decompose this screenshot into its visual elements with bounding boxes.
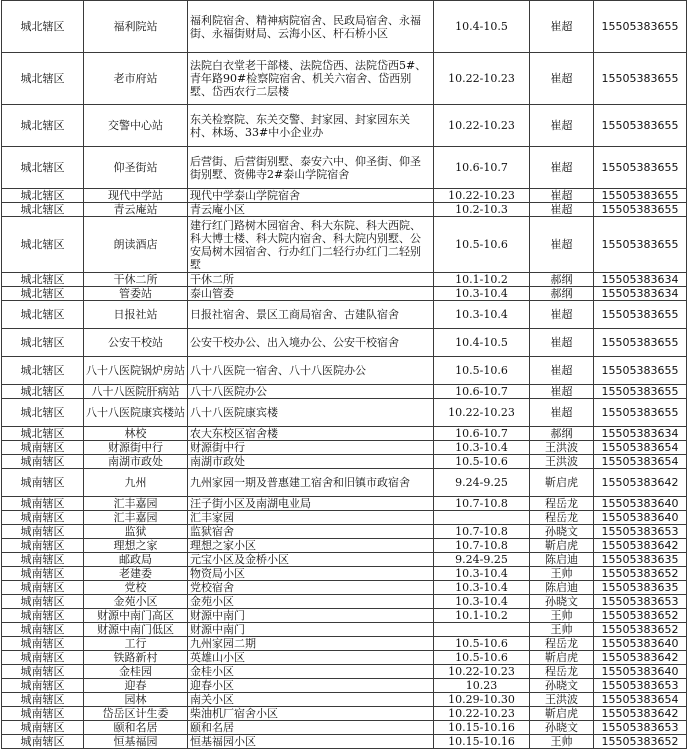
table-row: [2, 679, 687, 693]
phone-cell: 15505383655: [594, 399, 687, 427]
table-row: [2, 427, 687, 441]
site-cell: 干休二所: [84, 273, 188, 287]
units-cell: 九州家园二期: [188, 637, 434, 651]
table-row: [2, 595, 687, 609]
contact-person-cell: 郝纲: [530, 287, 594, 301]
district-cell: 城南辖区: [2, 539, 84, 553]
phone-cell: 15505383640: [594, 511, 687, 525]
site-cell: 金苑小区: [84, 595, 188, 609]
site-cell: 监狱: [84, 525, 188, 539]
date-range-cell: 9.24-9.25: [434, 553, 530, 567]
district-cell: 城南辖区: [2, 609, 84, 623]
units-cell: 物资局小区: [188, 567, 434, 581]
district-cell: 城南辖区: [2, 581, 84, 595]
contact-person-cell: 崔超: [530, 329, 594, 357]
site-cell: 党校: [84, 581, 188, 595]
units-cell: 元宝小区及金桥小区: [188, 553, 434, 567]
units-cell: 颐和名居: [188, 721, 434, 735]
date-range-cell: [434, 623, 530, 637]
units-cell: 财源中南门: [188, 623, 434, 637]
table-row: [2, 581, 687, 595]
date-range-cell: 10.1-10.2: [434, 273, 530, 287]
table-row: [2, 329, 687, 357]
table-body: [2, 1, 687, 749]
date-range-cell: 10.23: [434, 679, 530, 693]
date-range-cell: 10.5-10.6: [434, 455, 530, 469]
site-cell: 八十八医院锅炉房站: [84, 357, 188, 385]
district-cell: 城北辖区: [2, 357, 84, 385]
site-cell: 汇丰嘉园: [84, 497, 188, 511]
site-cell: 管委站: [84, 287, 188, 301]
district-cell: 城南辖区: [2, 455, 84, 469]
district-cell: 城南辖区: [2, 693, 84, 707]
phone-cell: 15505383655: [594, 203, 687, 217]
units-cell: 英雄山小区: [188, 651, 434, 665]
site-cell: 南湖市政处: [84, 455, 188, 469]
units-cell: 理想之家小区: [188, 539, 434, 553]
units-cell: 迎春小区: [188, 679, 434, 693]
date-range-cell: 10.4-10.5: [434, 329, 530, 357]
district-cell: 城北辖区: [2, 217, 84, 273]
district-cell: 城北辖区: [2, 203, 84, 217]
date-range-cell: 10.29-10.30: [434, 693, 530, 707]
date-range-cell: 10.5-10.6: [434, 217, 530, 273]
district-cell: 城南辖区: [2, 497, 84, 511]
district-cell: 城北辖区: [2, 1, 84, 53]
contact-person-cell: 孙晓文: [530, 679, 594, 693]
district-cell: 城北辖区: [2, 273, 84, 287]
district-cell: 城南辖区: [2, 595, 84, 609]
phone-cell: 15505383655: [594, 329, 687, 357]
district-cell: 城南辖区: [2, 665, 84, 679]
district-cell: 城北辖区: [2, 105, 84, 147]
contact-person-cell: 程岳龙: [530, 497, 594, 511]
units-cell: 八十八医院一宿舍、八十八医院办公: [188, 357, 434, 385]
contact-person-cell: 靳启虎: [530, 651, 594, 665]
phone-cell: 15505383654: [594, 441, 687, 455]
district-cell: 城南辖区: [2, 525, 84, 539]
phone-cell: 15505383653: [594, 525, 687, 539]
table-row: [2, 525, 687, 539]
units-cell: 汪子街小区及南湖电业局: [188, 497, 434, 511]
site-cell: 仰圣街站: [84, 147, 188, 189]
site-cell: 恒基福园: [84, 735, 188, 749]
contact-person-cell: 程岳龙: [530, 511, 594, 525]
date-range-cell: 10.6-10.7: [434, 385, 530, 399]
district-cell: 城南辖区: [2, 735, 84, 749]
table-row: [2, 385, 687, 399]
table-row: [2, 287, 687, 301]
date-range-cell: 10.3-10.4: [434, 441, 530, 455]
date-range-cell: [434, 511, 530, 525]
contact-person-cell: 崔超: [530, 105, 594, 147]
district-cell: 城南辖区: [2, 707, 84, 721]
table-row: [2, 301, 687, 329]
units-cell: 东关检察院、东关交警、封家园、封家园东关村、林场、33#中小企业办: [188, 105, 434, 147]
contact-person-cell: 崔超: [530, 399, 594, 427]
site-cell: 邮政局: [84, 553, 188, 567]
district-cell: 城南辖区: [2, 567, 84, 581]
phone-cell: 15505383655: [594, 53, 687, 105]
site-cell: 日报社站: [84, 301, 188, 329]
site-cell: 福利院站: [84, 1, 188, 53]
date-range-cell: 10.3-10.4: [434, 595, 530, 609]
table-row: [2, 623, 687, 637]
contact-person-cell: 陈启迪: [530, 581, 594, 595]
site-cell: 园林: [84, 693, 188, 707]
contact-person-cell: 王帅: [530, 623, 594, 637]
table-row: [2, 217, 687, 273]
phone-cell: 15505383655: [594, 1, 687, 53]
date-range-cell: 10.22-10.23: [434, 105, 530, 147]
district-cell: 城南辖区: [2, 679, 84, 693]
district-cell: 城北辖区: [2, 147, 84, 189]
phone-cell: 15505383635: [594, 581, 687, 595]
district-cell: 城南辖区: [2, 623, 84, 637]
units-cell: 金苑小区: [188, 595, 434, 609]
contact-person-cell: 靳启虎: [530, 469, 594, 497]
table-row: [2, 441, 687, 455]
contact-person-cell: 崔超: [530, 217, 594, 273]
contact-person-cell: 崔超: [530, 385, 594, 399]
table-row: [2, 497, 687, 511]
phone-cell: 15505383654: [594, 693, 687, 707]
contact-person-cell: 王帅: [530, 567, 594, 581]
table-row: [2, 105, 687, 147]
phone-cell: 15505383652: [594, 735, 687, 749]
date-range-cell: 10.22-10.23: [434, 53, 530, 105]
date-range-cell: 10.7-10.8: [434, 539, 530, 553]
phone-cell: 15505383652: [594, 623, 687, 637]
date-range-cell: 10.22-10.23: [434, 189, 530, 203]
table-row: [2, 567, 687, 581]
contact-person-cell: 王洪波: [530, 455, 594, 469]
table-row: [2, 735, 687, 749]
contact-person-cell: 崔超: [530, 1, 594, 53]
district-cell: 城南辖区: [2, 553, 84, 567]
site-cell: 现代中学站: [84, 189, 188, 203]
contact-person-cell: 孙晓文: [530, 721, 594, 735]
site-cell: 九州: [84, 469, 188, 497]
units-cell: 党校宿舍: [188, 581, 434, 595]
units-cell: 法院白衣堂老干部楼、法院岱西、法院岱西5#、青年路90#检察院宿舍、机关六宿舍、岱西别墅、岱西农行二层楼: [188, 53, 434, 105]
site-cell: 朗读酒店: [84, 217, 188, 273]
date-range-cell: 9.24-9.25: [434, 469, 530, 497]
date-range-cell: 10.3-10.4: [434, 287, 530, 301]
contact-person-cell: 郝纲: [530, 273, 594, 287]
site-cell: 迎春: [84, 679, 188, 693]
phone-cell: 15505383653: [594, 595, 687, 609]
table-row: [2, 399, 687, 427]
site-cell: 青云庵站: [84, 203, 188, 217]
contact-person-cell: 崔超: [530, 203, 594, 217]
table-row: [2, 455, 687, 469]
phone-cell: 15505383655: [594, 105, 687, 147]
site-cell: 铁路新村: [84, 651, 188, 665]
table-row: [2, 707, 687, 721]
district-cell: 城南辖区: [2, 637, 84, 651]
phone-cell: 15505383634: [594, 427, 687, 441]
phone-cell: 15505383655: [594, 147, 687, 189]
units-cell: 八十八医院康宾楼: [188, 399, 434, 427]
table-row: [2, 651, 687, 665]
phone-cell: 15505383640: [594, 637, 687, 651]
district-cell: 城北辖区: [2, 385, 84, 399]
phone-cell: 15505383642: [594, 651, 687, 665]
maintenance-schedule-table: [1, 0, 687, 749]
date-range-cell: 10.6-10.7: [434, 427, 530, 441]
contact-person-cell: 王帅: [530, 735, 594, 749]
units-cell: 福利院宿舍、精神病院宿舍、民政局宿舍、永福街、永福街财局、云海小区、杆石桥小区: [188, 1, 434, 53]
table-row: [2, 1, 687, 53]
phone-cell: 15505383640: [594, 665, 687, 679]
date-range-cell: 10.15-10.16: [434, 721, 530, 735]
table-row: [2, 553, 687, 567]
table-row: [2, 511, 687, 525]
contact-person-cell: 崔超: [530, 189, 594, 203]
table-row: [2, 721, 687, 735]
district-cell: 城北辖区: [2, 399, 84, 427]
table-row: [2, 539, 687, 553]
table-row: [2, 189, 687, 203]
site-cell: 老建委: [84, 567, 188, 581]
phone-cell: 15505383653: [594, 679, 687, 693]
site-cell: 八十八医院康宾楼站: [84, 399, 188, 427]
phone-cell: 15505383634: [594, 273, 687, 287]
units-cell: 建行红门路树木园宿舍、科大东院、科大西院、科大博士楼、科大院内宿舍、科大院内别墅、公安局树木园宿舍、行办红门二轻行办红门二轻别墅: [188, 217, 434, 273]
date-range-cell: 10.7-10.8: [434, 525, 530, 539]
units-cell: 现代中学泰山学院宿舍: [188, 189, 434, 203]
contact-person-cell: 靳启虎: [530, 539, 594, 553]
units-cell: 财源街中行: [188, 441, 434, 455]
contact-person-cell: 崔超: [530, 301, 594, 329]
phone-cell: 15505383655: [594, 301, 687, 329]
contact-person-cell: 王帅: [530, 609, 594, 623]
phone-cell: 15505383642: [594, 707, 687, 721]
table-row: [2, 357, 687, 385]
phone-cell: 15505383655: [594, 217, 687, 273]
contact-person-cell: 王洪波: [530, 441, 594, 455]
phone-cell: 15505383655: [594, 357, 687, 385]
phone-cell: 15505383635: [594, 553, 687, 567]
date-range-cell: 10.5-10.6: [434, 651, 530, 665]
units-cell: 南关小区: [188, 693, 434, 707]
site-cell: 财源中南门低区: [84, 623, 188, 637]
date-range-cell: 10.5-10.6: [434, 637, 530, 651]
contact-person-cell: 郝纲: [530, 427, 594, 441]
date-range-cell: 10.15-10.16: [434, 735, 530, 749]
site-cell: 岱岳区计生委: [84, 707, 188, 721]
phone-cell: 15505383655: [594, 189, 687, 203]
contact-person-cell: 王洪波: [530, 693, 594, 707]
contact-person-cell: 程岳龙: [530, 637, 594, 651]
date-range-cell: 10.7-10.8: [434, 497, 530, 511]
date-range-cell: 10.4-10.5: [434, 1, 530, 53]
contact-person-cell: 程岳龙: [530, 665, 594, 679]
district-cell: 城南辖区: [2, 441, 84, 455]
units-cell: 农大东校区宿舍楼: [188, 427, 434, 441]
units-cell: 柴油机厂宿舍小区: [188, 707, 434, 721]
site-cell: 八十八医院肝病站: [84, 385, 188, 399]
date-range-cell: 10.1-10.2: [434, 609, 530, 623]
phone-cell: 15505383652: [594, 567, 687, 581]
date-range-cell: 10.2-10.3: [434, 203, 530, 217]
units-cell: 九州家园一期及普惠建工宿舍和旧镇市政宿舍: [188, 469, 434, 497]
district-cell: 城南辖区: [2, 469, 84, 497]
phone-cell: 15505383642: [594, 469, 687, 497]
site-cell: 金桂园: [84, 665, 188, 679]
contact-person-cell: 靳启虎: [530, 707, 594, 721]
phone-cell: 15505383640: [594, 497, 687, 511]
units-cell: 青云庵小区: [188, 203, 434, 217]
units-cell: 监狱宿舍: [188, 525, 434, 539]
table-row: [2, 469, 687, 497]
site-cell: 交警中心站: [84, 105, 188, 147]
date-range-cell: 10.3-10.4: [434, 301, 530, 329]
units-cell: 干休二所: [188, 273, 434, 287]
table-row: [2, 53, 687, 105]
site-cell: 工行: [84, 637, 188, 651]
district-cell: 城北辖区: [2, 53, 84, 105]
units-cell: 公安干校办公、出入境办公、公安干校宿舍: [188, 329, 434, 357]
date-range-cell: 10.6-10.7: [434, 147, 530, 189]
units-cell: 后营街、后营街别墅、泰安六中、仰圣街、仰圣街别墅、资佛寺2#泰山学院宿舍: [188, 147, 434, 189]
contact-person-cell: 崔超: [530, 53, 594, 105]
phone-cell: 15505383653: [594, 721, 687, 735]
contact-person-cell: 孙晓文: [530, 595, 594, 609]
phone-cell: 15505383642: [594, 539, 687, 553]
units-cell: 财源中南门: [188, 609, 434, 623]
district-cell: 城北辖区: [2, 189, 84, 203]
table-row: [2, 147, 687, 189]
site-cell: 颐和名居: [84, 721, 188, 735]
date-range-cell: 10.3-10.4: [434, 581, 530, 595]
units-cell: 南湖市政处: [188, 455, 434, 469]
site-cell: 公安干校站: [84, 329, 188, 357]
district-cell: 城北辖区: [2, 301, 84, 329]
date-range-cell: 10.22-10.23: [434, 665, 530, 679]
site-cell: 汇丰嘉园: [84, 511, 188, 525]
site-cell: 理想之家: [84, 539, 188, 553]
units-cell: 金桂小区: [188, 665, 434, 679]
date-range-cell: 10.5-10.6: [434, 357, 530, 385]
site-cell: 林校: [84, 427, 188, 441]
phone-cell: 15505383652: [594, 609, 687, 623]
table-row: [2, 637, 687, 651]
table-row: [2, 203, 687, 217]
table-row: [2, 609, 687, 623]
units-cell: 八十八医院办公: [188, 385, 434, 399]
units-cell: 泰山管委: [188, 287, 434, 301]
table-row: [2, 693, 687, 707]
phone-cell: 15505383634: [594, 287, 687, 301]
district-cell: 城南辖区: [2, 651, 84, 665]
district-cell: 城北辖区: [2, 287, 84, 301]
site-cell: 财源街中行: [84, 441, 188, 455]
contact-person-cell: 崔超: [530, 147, 594, 189]
units-cell: 恒基福园小区: [188, 735, 434, 749]
units-cell: 日报社宿舍、景区工商局宿舍、古建队宿舍: [188, 301, 434, 329]
table-row: [2, 273, 687, 287]
site-cell: 财源中南门高区: [84, 609, 188, 623]
date-range-cell: 10.3-10.4: [434, 567, 530, 581]
date-range-cell: 10.22-10.23: [434, 707, 530, 721]
date-range-cell: 10.22-10.23: [434, 399, 530, 427]
phone-cell: 15505383655: [594, 385, 687, 399]
site-cell: 老市府站: [84, 53, 188, 105]
contact-person-cell: 陈启迪: [530, 553, 594, 567]
district-cell: 城南辖区: [2, 511, 84, 525]
contact-person-cell: 孙晓文: [530, 525, 594, 539]
district-cell: 城南辖区: [2, 721, 84, 735]
units-cell: 汇丰家园: [188, 511, 434, 525]
district-cell: 城北辖区: [2, 427, 84, 441]
district-cell: 城北辖区: [2, 329, 84, 357]
contact-person-cell: 崔超: [530, 357, 594, 385]
phone-cell: 15505383654: [594, 455, 687, 469]
table-row: [2, 665, 687, 679]
